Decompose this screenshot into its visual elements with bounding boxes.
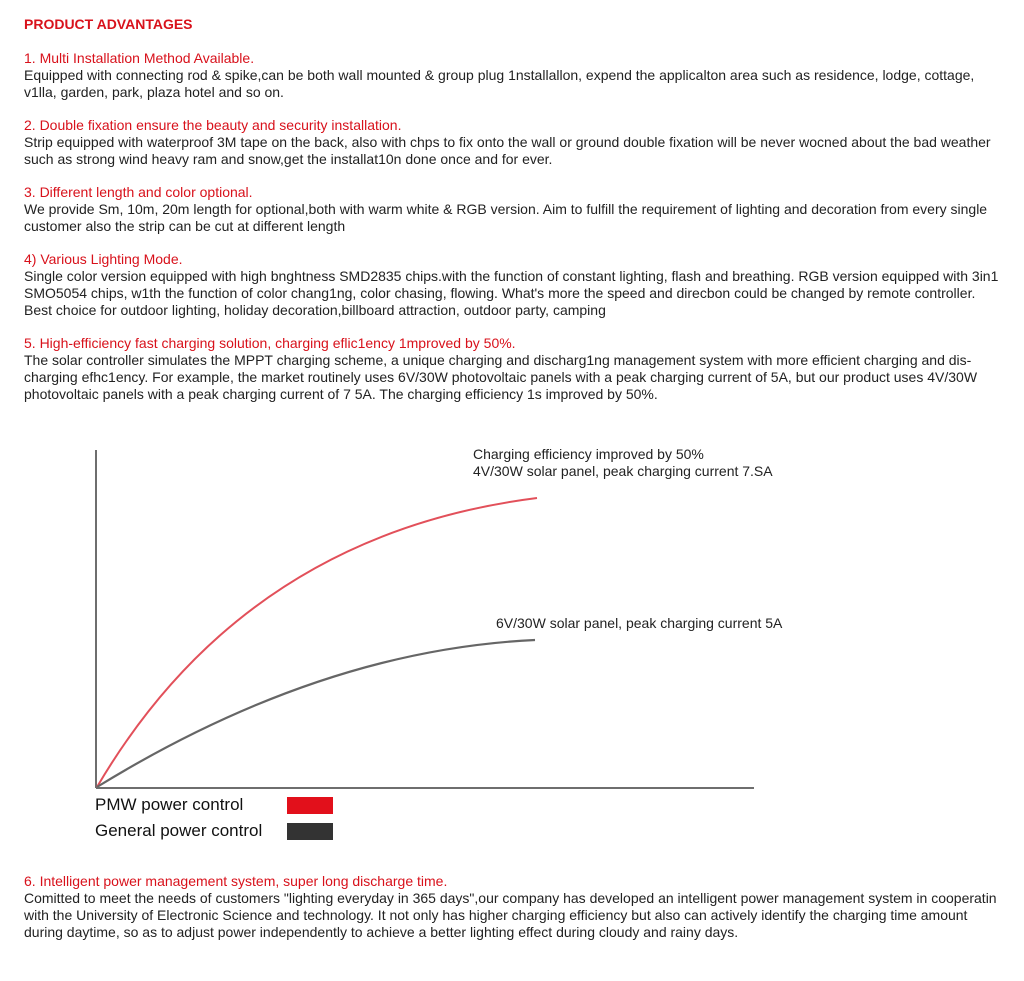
pmw-curve-annotation [473,446,773,480]
section-heading: 3. Different length and color optional. [24,184,253,200]
general-curve [97,640,535,787]
section-power-management [24,873,1004,941]
section-body: Equipped with connecting rod & spike,can be both wall mounted & group plug 1nstallallon, expend the applicalton area such as residence, lodge, cottage, v1lla, garden, park, plaza hotel and so on. [24,67,975,100]
annotation-line: Charging efficiency improved by 50% [473,446,704,462]
section-body: The solar controller simulates the MPPT charging scheme, a unique charging and discharg1ng management system with more efficient charging and dis- charging efhc1ency. For example, the market routinely uses 6V/30W photovoltaic panels with a peak charging current of 5A, but our product uses 4V/30W photovoltaic panels with a peak charging current of 7 5A. The charging efficiency 1s improved by 50%. [24,352,978,402]
section-heading: 1. Multi Installation Method Available. [24,50,255,66]
section-heading: 5. High-efficiency fast charging solution, charging eflic1ency 1mproved by 50%. [24,335,516,351]
main-title: PRODUCT ADVANTAGES [24,16,193,32]
section-heading: 2. Double fixation ensure the beauty and security installation. [24,117,402,133]
legend-label: PMW power control [95,795,244,814]
legend-item-pmw [95,795,333,815]
annotation-line: 6V/30W solar panel, peak charging current 5A [496,615,783,631]
section-body: Strip equipped with waterproof 3M tape on the back, also with chps to fix onto the wall or ground double fixation will be never wocned about the bad weather such as strong wind heavy ram and snow,get the installat10n done once and for ever. [24,134,991,167]
charging-efficiency-diagram [0,430,1024,860]
legend-label: General power control [95,821,263,840]
section-body: Single color version equipped with high bnghtness SMD2835 chips.with the function of constant lighting, flash and breathing. RGB version equipped with 3in1 SMO5054 chips, w1th the function of color chang1ng, color chasing, flowing. What's more the speed and direcbon could be changed by remote controller. Best choice for outdoor lighting, holiday decoration,billboard attraction, outdoor party, camping [24,268,999,318]
section-multi-installation [24,50,1004,101]
annotation-line: 4V/30W solar panel, peak charging current 7.SA [473,463,773,479]
section-double-fixation [24,117,1004,168]
legend-swatch [287,797,333,814]
legend-item-general [95,821,333,841]
general-curve-annotation [496,615,782,632]
section-length-color [24,184,1004,235]
section-body: Comitted to meet the needs of customers "lighting everyday in 365 days",our company has developed an intelligent power management system in cooperatin with the University of Electronic Science and technology. It not only has higher charging efficiency but also can actively identify the charging time amount during daytime, so as to adjust power independently to achieve a better lighting effect during cloudy and rainy days. [24,890,997,940]
section-heading: 6. Intelligent power management system, super long discharge time. [24,873,448,889]
section-fast-charging [24,335,1004,403]
section-heading: 4) Various Lighting Mode. [24,251,183,267]
pmw-curve [97,498,537,787]
legend-swatch [287,823,333,840]
section-body: We provide Sm, 10m, 20m length for optional,both with warm white & RGB version. Aim to fulfill the requirement of lighting and decoration from every single customer also the strip can be cut at different length [24,201,988,234]
section-lighting-mode [24,251,1004,319]
